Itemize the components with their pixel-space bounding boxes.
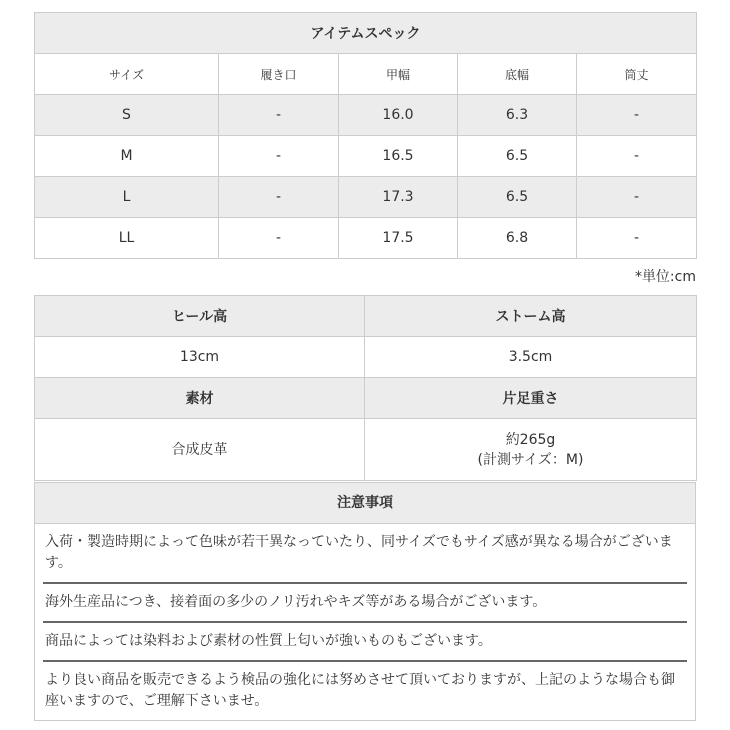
cell-sole-width: 6.3	[458, 95, 577, 136]
col-header-instep-width: 甲幅	[339, 54, 458, 95]
table-row	[35, 136, 697, 177]
col-header-shaft-height: 筒丈	[577, 54, 697, 95]
cell-size: S	[35, 95, 219, 136]
cell-sole-width: 6.5	[458, 136, 577, 177]
cell-size: M	[35, 136, 219, 177]
weight-value: 約265g	[505, 431, 556, 448]
cell-opening: -	[219, 136, 339, 177]
item-spec-table	[34, 12, 697, 259]
cell-size: LL	[35, 218, 219, 259]
table-row	[35, 95, 697, 136]
col-header-opening: 履き口	[219, 54, 339, 95]
cell-sole-width: 6.5	[458, 177, 577, 218]
weight-label: 片足重さ	[365, 378, 697, 419]
cell-opening: -	[219, 218, 339, 259]
spec-header-row	[35, 54, 697, 95]
material-label: 素材	[35, 378, 365, 419]
cell-size: L	[35, 177, 219, 218]
cell-shaft-height: -	[577, 136, 697, 177]
table-row	[35, 177, 697, 218]
notes-title: 注意事項	[35, 483, 695, 524]
col-header-sole-width: 底幅	[458, 54, 577, 95]
storm-height-label: ストーム高	[365, 296, 697, 337]
spec-title: アイテムスペック	[35, 13, 697, 54]
weight-measure-note: (計測サイズ：M)	[477, 451, 584, 468]
heel-height-value: 13cm	[35, 337, 365, 378]
cell-instep-width: 16.5	[339, 136, 458, 177]
col-header-size: サイズ	[35, 54, 219, 95]
weight-cell	[365, 419, 697, 481]
list-item: 海外生産品につき、接着面の多少のノリ汚れやキズ等がある場合がございます。	[43, 584, 687, 623]
cell-instep-width: 17.3	[339, 177, 458, 218]
cell-sole-width: 6.8	[458, 218, 577, 259]
list-item: 入荷・製造時期によって色味が若干異なっていたり、同サイズでもサイズ感が異なる場合がございます。	[43, 524, 687, 584]
cell-opening: -	[219, 95, 339, 136]
list-item: より良い商品を販売できるよう検品の強化には努めさせて頂いておりますが、上記のような場合も御座いますので、ご理解下さいませ。	[35, 662, 695, 721]
cell-shaft-height: -	[577, 218, 697, 259]
unit-note: *単位:cm	[634, 269, 696, 285]
material-value: 合成皮革	[35, 419, 365, 481]
notes-section	[34, 482, 696, 721]
cell-instep-width: 16.0	[339, 95, 458, 136]
cell-opening: -	[219, 177, 339, 218]
heel-height-label: ヒール高	[35, 296, 365, 337]
list-item: 商品によっては染料および素材の性質上匂いが強いものもございます。	[43, 623, 687, 662]
cell-shaft-height: -	[577, 95, 697, 136]
item-info-table	[34, 295, 697, 481]
cell-instep-width: 17.5	[339, 218, 458, 259]
table-row	[35, 218, 697, 259]
storm-height-value: 3.5cm	[365, 337, 697, 378]
cell-shaft-height: -	[577, 177, 697, 218]
